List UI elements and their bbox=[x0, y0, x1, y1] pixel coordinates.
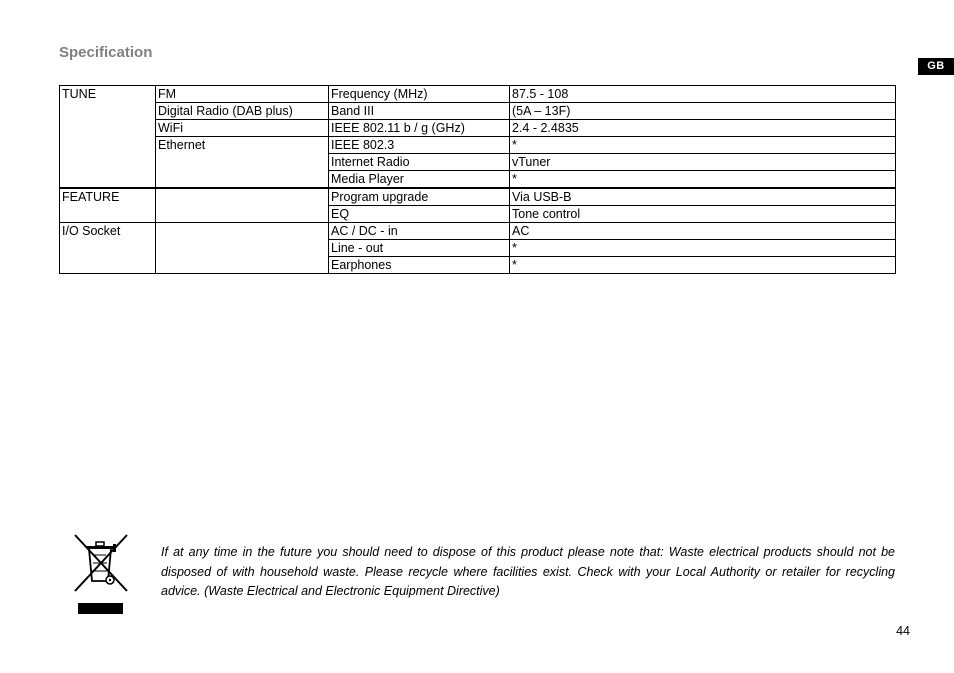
table-row bbox=[60, 86, 896, 103]
specification-table bbox=[59, 85, 896, 274]
subcategory-cell bbox=[156, 223, 329, 274]
item-cell: Internet Radio bbox=[329, 154, 510, 171]
disposal-notice: If at any time in the future you should need to dispose of this product please note that: Waste electrical products should not be disposed of with household waste. Please recycle where facilities exist. Check with your Local Authority or retailer for recycling advice. (Waste Electrical and Electronic Equipment Directive) bbox=[161, 545, 895, 598]
value-cell: vTuner bbox=[510, 154, 896, 171]
value-cell: * bbox=[510, 240, 896, 257]
item-cell: Program upgrade bbox=[329, 188, 510, 206]
item-cell: IEEE 802.11 b / g (GHz) bbox=[329, 120, 510, 137]
item-cell: AC / DC - in bbox=[329, 223, 510, 240]
subcategory-cell: FM bbox=[156, 86, 329, 103]
category-cell: FEATURE bbox=[60, 188, 156, 223]
value-cell: * bbox=[510, 171, 896, 189]
page-number: 44 bbox=[896, 624, 910, 638]
subcategory-cell bbox=[156, 188, 329, 223]
value-cell: AC bbox=[510, 223, 896, 240]
value-cell: (5A – 13F) bbox=[510, 103, 896, 120]
table-row bbox=[60, 223, 896, 240]
subcategory-cell: WiFi bbox=[156, 120, 329, 137]
subcategory-cell: Ethernet bbox=[156, 137, 329, 189]
table-row bbox=[60, 188, 896, 206]
value-cell: * bbox=[510, 137, 896, 154]
subcategory-cell: Digital Radio (DAB plus) bbox=[156, 103, 329, 120]
weee-bin-icon bbox=[72, 533, 130, 615]
table-row bbox=[60, 103, 896, 120]
item-cell: IEEE 802.3 bbox=[329, 137, 510, 154]
region-badge: GB bbox=[918, 58, 954, 75]
value-cell: 2.4 - 2.4835 bbox=[510, 120, 896, 137]
item-cell: Frequency (MHz) bbox=[329, 86, 510, 103]
table-row bbox=[60, 137, 896, 154]
category-cell: I/O Socket bbox=[60, 223, 156, 274]
value-cell: * bbox=[510, 257, 896, 274]
item-cell: Line - out bbox=[329, 240, 510, 257]
table-row bbox=[60, 120, 896, 137]
value-cell: Via USB-B bbox=[510, 188, 896, 206]
value-cell: 87.5 - 108 bbox=[510, 86, 896, 103]
item-cell: EQ bbox=[329, 206, 510, 223]
item-cell: Media Player bbox=[329, 171, 510, 189]
item-cell: Earphones bbox=[329, 257, 510, 274]
page-heading: Specification bbox=[59, 44, 153, 61]
category-cell: TUNE bbox=[60, 86, 156, 189]
item-cell: Band III bbox=[329, 103, 510, 120]
value-cell: Tone control bbox=[510, 206, 896, 223]
